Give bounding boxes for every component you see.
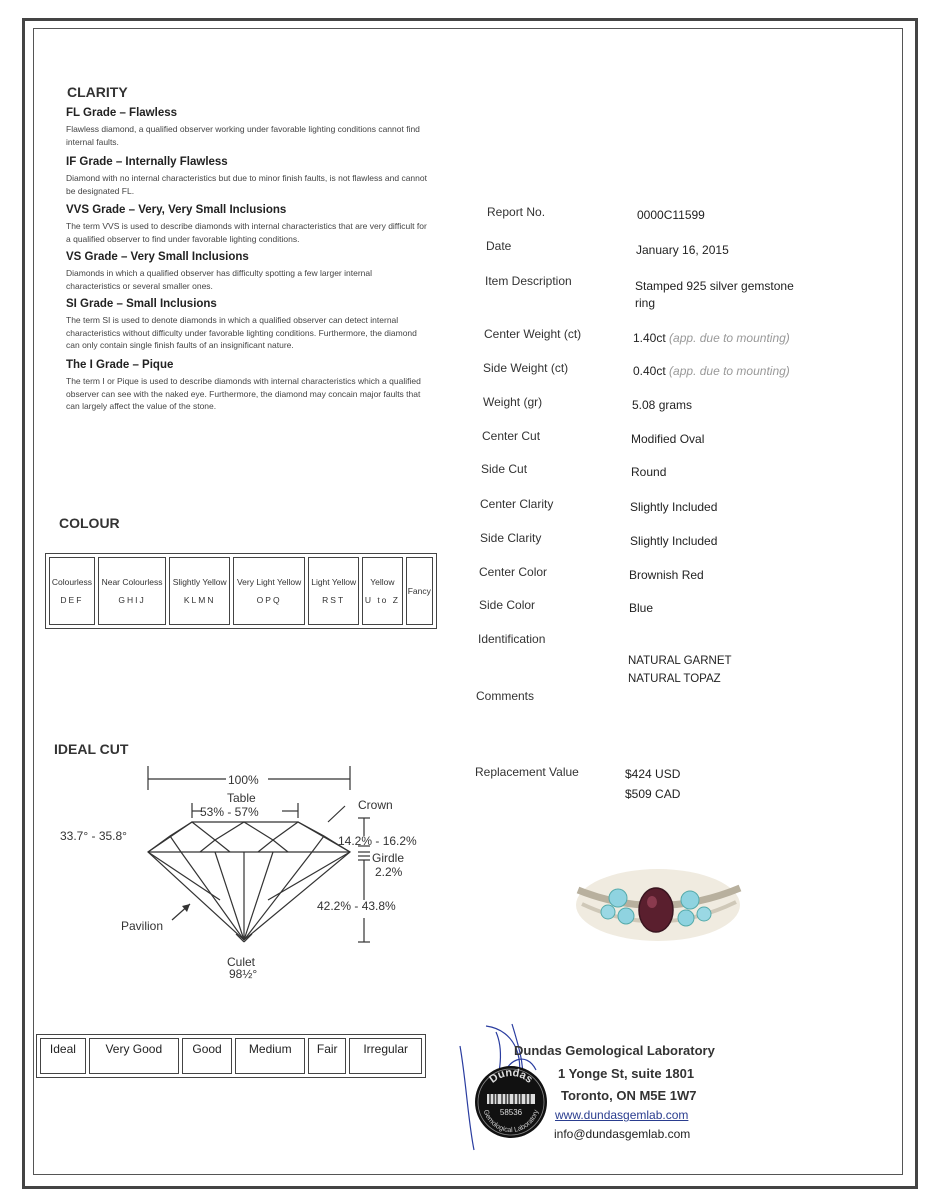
report-label: Side Cut	[481, 462, 528, 476]
report-label: Side Clarity	[480, 531, 542, 545]
colour-letters: KLMN	[183, 595, 216, 605]
report-value: 0000C11599	[637, 208, 705, 222]
cut-grade-cell: Ideal	[40, 1038, 86, 1074]
report-label: Date	[486, 239, 512, 253]
grade-heading: SI Grade – Small Inclusions	[66, 298, 217, 310]
lab-email: info@dundasgemlab.com	[554, 1127, 691, 1141]
clarity-fl	[66, 107, 428, 148]
colour-name: Colourless	[51, 577, 92, 587]
replacement-value: $509 CAD	[625, 787, 681, 801]
report-value	[633, 331, 790, 345]
report-label: Side Color	[479, 598, 536, 612]
colour-letters: U to Z	[364, 595, 400, 605]
report-value: Blue	[629, 601, 654, 615]
colour-name: Slightly Yellow	[172, 577, 227, 587]
colour-cell	[233, 557, 305, 625]
identification-line: NATURAL TOPAZ	[628, 673, 721, 685]
report-value: Stamped 925 silver gemstone ring	[635, 279, 794, 310]
clarity-i	[66, 359, 428, 413]
grade-heading: VVS Grade – Very, Very Small Inclusions	[66, 204, 287, 216]
pavilion-label: Pavilion	[121, 919, 164, 933]
seal-top-text: Dundas	[487, 1066, 535, 1086]
report-value: Modified Oval	[631, 432, 705, 446]
seal-number: 58536	[499, 1108, 523, 1117]
grade-description: Diamond with no internal characteristics but due to minor finish faults, is not flawless and cannot be designated FL.	[66, 173, 427, 196]
colour-cell	[49, 557, 95, 625]
colour-letters: RST	[322, 595, 346, 605]
grade-heading: IF Grade – Internally Flawless	[66, 156, 228, 168]
colour-letters: GHIJ	[118, 595, 146, 605]
culet-angle-label: 98½°	[229, 967, 258, 981]
report-label: Center Cut	[482, 429, 541, 443]
cut-grade-cell: Fair	[308, 1038, 346, 1074]
table-label: Table	[227, 791, 256, 805]
report-label: Report No.	[487, 205, 546, 219]
lab-address-line1: 1 Yonge St, suite 1801	[558, 1066, 695, 1081]
diamond-outline	[148, 822, 350, 940]
colour-cell	[362, 557, 402, 625]
report-label: Side Weight (ct)	[483, 361, 569, 375]
topaz-stone	[601, 905, 615, 919]
colour-cell	[308, 557, 359, 625]
crown-label: Crown	[358, 798, 393, 812]
colour-letters: OPQ	[256, 595, 282, 605]
ideal-cut-title: IDEAL CUT	[54, 741, 129, 757]
lab-website-link[interactable]: www.dundasgemlab.com	[555, 1108, 689, 1122]
colour-name: Fancy	[407, 585, 431, 596]
topaz-stone	[609, 889, 627, 907]
report-label: Item Description	[485, 274, 572, 288]
grade-description: Flawless diamond, a qualified observer working under favorable lighting conditions cannot find internal faults.	[66, 124, 420, 147]
girdle-label: Girdle	[372, 851, 405, 865]
clarity-title: CLARITY	[67, 84, 128, 100]
colour-scale-table	[45, 553, 437, 629]
report-label: Identification	[478, 632, 546, 646]
colour-cell	[406, 557, 433, 625]
side-weight-value: 0.40ct	[633, 364, 666, 378]
report-value: Round	[631, 465, 667, 479]
colour-name: Near Colourless	[101, 577, 163, 587]
cut-grade-cell: Very Good	[89, 1038, 179, 1074]
crown-angle-label: 33.7° - 35.8°	[60, 829, 127, 843]
grade-heading: VS Grade – Very Small Inclusions	[66, 251, 249, 263]
grade-description: The term I or Pique is used to describe diamonds with internal characteristics which a qualified observer can see with the naked eye. Furthermore, the diamond may concain major faults that can largely affect the value of the stone.	[66, 376, 421, 411]
lab-name: Dundas Gemological Laboratory	[514, 1043, 715, 1058]
crown-leader	[328, 806, 345, 822]
cut-grade-cell: Irregular	[349, 1038, 422, 1074]
report-value: Slightly Included	[630, 500, 718, 514]
cut-grade-table	[36, 1034, 426, 1078]
identification-line: NATURAL GARNET	[628, 655, 732, 667]
center-weight-value: 1.40ct	[633, 331, 666, 345]
report-label: Center Color	[479, 565, 548, 579]
grade-description: The term SI is used to denote diamonds in which a qualified observer can detect internal characteristics without difficulty under favorable lighting conditions. Furthermore, the diamond can only contain single finish faults of an insignificant nature.	[66, 315, 417, 350]
ring-photo	[568, 860, 748, 950]
report-value: 5.08 grams	[632, 398, 693, 412]
grade-description: Diamonds in which a qualified observer has difficulty spotting a few larger internal characteristics or several smaller ones.	[66, 268, 373, 291]
crown-height-label: 14.2% - 16.2%	[338, 834, 417, 848]
seal-bottom-text: Gemological Laboratory	[481, 1108, 541, 1135]
clarity-vs	[66, 251, 428, 292]
report-value: January 16, 2015	[636, 243, 729, 257]
topaz-stone	[697, 907, 711, 921]
report-label: Center Weight (ct)	[484, 327, 582, 341]
replacement-value: $424 USD	[625, 767, 681, 781]
report-label: Center Clarity	[480, 497, 554, 511]
girdle-value-label: 2.2%	[375, 865, 403, 879]
lab-address-line2: Toronto, ON M5E 1W7	[561, 1088, 697, 1103]
report-label: Weight (gr)	[483, 395, 543, 409]
report-value	[633, 364, 790, 378]
lab-seal	[473, 1064, 549, 1140]
culet-label: Culet	[227, 955, 256, 969]
width-label: 100%	[228, 773, 259, 787]
colour-letters: DEF	[60, 595, 84, 605]
table-range-label: 53% - 57%	[200, 805, 259, 819]
cut-grade-cell: Good	[182, 1038, 233, 1074]
cut-grade-cell: Medium	[235, 1038, 305, 1074]
colour-name: Yellow	[370, 577, 395, 587]
report-value: Slightly Included	[630, 534, 718, 548]
comments-label: Comments	[476, 689, 535, 703]
garnet-stone	[639, 888, 673, 932]
mounting-note: (app. due to mounting)	[669, 331, 790, 345]
colour-title: COLOUR	[59, 515, 120, 531]
colour-cell	[98, 557, 166, 625]
grade-heading: The I Grade – Pique	[66, 359, 174, 371]
pavilion-depth-label: 42.2% - 43.8%	[317, 899, 396, 913]
clarity-si	[66, 298, 428, 352]
topaz-stone	[681, 891, 699, 909]
topaz-stone	[678, 910, 694, 926]
colour-name: Light Yellow	[311, 577, 357, 587]
colour-cell	[169, 557, 230, 625]
grade-heading: FL Grade – Flawless	[66, 107, 178, 119]
replacement-label: Replacement Value	[475, 765, 579, 779]
clarity-vvs	[66, 204, 428, 245]
topaz-stone	[618, 908, 634, 924]
grade-description: The term VVS is used to describe diamonds with internal characteristics that are very difficult for a qualified observer to find under favorable lighting conditions.	[66, 221, 427, 244]
mounting-note: (app. due to mounting)	[669, 364, 790, 378]
colour-name: Very Light Yellow	[236, 577, 302, 587]
report-value: Brownish Red	[629, 568, 704, 582]
clarity-if	[66, 156, 428, 197]
